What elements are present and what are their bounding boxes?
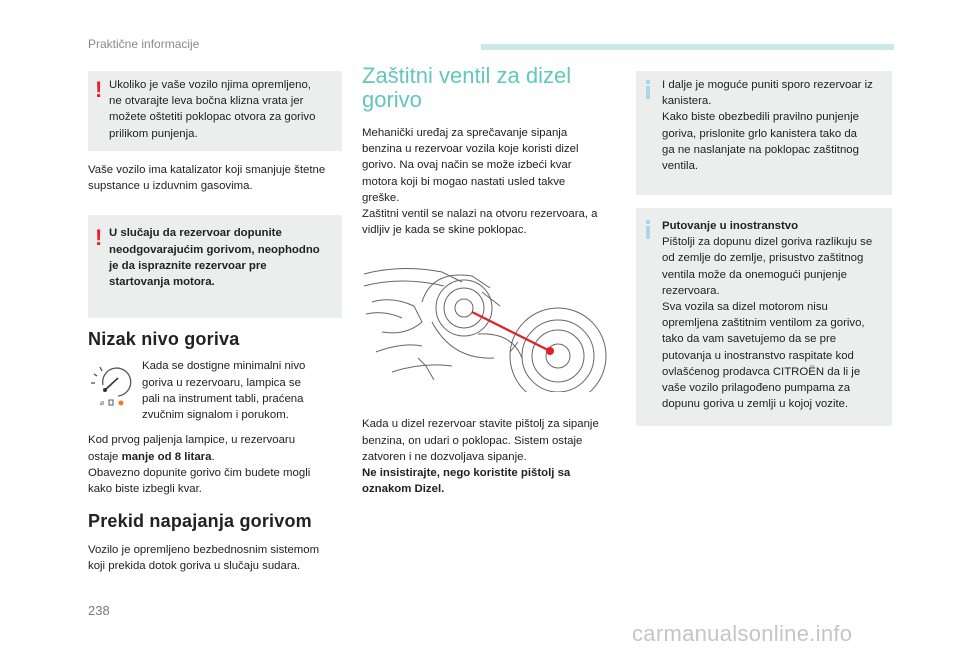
warning-line: U slučaju da rezervoar dopunite: [109, 227, 282, 240]
info-line: I dalje je moguće puniti sporo rezervoar iz: [662, 79, 873, 91]
info-box-canister: [636, 71, 892, 195]
text-fragment: ostaje: [88, 450, 122, 463]
text-line: Zaštitni ventil se nalazi na otvoru rezervoara, a: [362, 208, 598, 221]
text-line: gorivo. Na ovaj način se može izbeći kvar: [362, 159, 572, 172]
warning-box-wrong-fuel: [88, 215, 342, 318]
remaining-fuel-amount: manje od 8 litara: [121, 450, 212, 463]
text-line: Vaše vozilo ima katalizator koji smanjuje štetne: [88, 164, 326, 176]
column-left: [88, 71, 342, 575]
text-line: Obavezno dopunite gorivo čim budete mogli: [88, 466, 311, 479]
text-fragment: .: [211, 450, 215, 463]
text-line: vidljiv je kada se skine poklopac.: [362, 224, 527, 237]
text-line: Kod prvog paljenja lampice, u rezervoaru: [88, 434, 296, 447]
low-fuel-heading: Nizak nivo goriva: [88, 329, 240, 350]
warning-exclamation-icon: !: [95, 225, 103, 251]
info-line: ga ne naslanjate na poklopac zaštitnog: [662, 143, 859, 156]
info-line: rezervoara.: [662, 284, 720, 297]
low-fuel-paragraph: [88, 432, 342, 497]
fuel-gauge-icon: [88, 364, 134, 410]
text-line: benzina, on udari o poklopac. Sistem ostaje: [362, 434, 583, 447]
text-line: Mehanički uređaj za sprečavanje sipanja: [362, 127, 568, 139]
diesel-valve-usage: [362, 416, 618, 497]
info-line: ovlašćenog prodavca CITROËN da li je: [662, 365, 861, 378]
info-line: od zemlje do zemlje, prisustvo zaštitnog: [662, 252, 864, 265]
info-line: Kako biste obezbedili pravilno punjenje: [662, 111, 859, 124]
warning-line: ne otvarajte leva bočna klizna vrata jer: [109, 95, 304, 108]
text-line: benzina u rezervoar vozila koje koristi dizel: [362, 143, 579, 156]
info-title: Putovanje u inostranstvo: [662, 220, 799, 232]
catalyst-paragraph: [88, 162, 342, 194]
watermark: carmanualsonline.info: [632, 621, 853, 646]
warning-line: možete oštetiti poklopac otvora za gorivo: [109, 111, 316, 124]
warning-line: prilikom punjenja.: [109, 127, 198, 140]
info-icon: [645, 80, 651, 99]
low-fuel-indicator-block: [88, 358, 342, 424]
info-line: tako da vam savetujemo da se pre: [662, 333, 837, 346]
warning-line: je da ispraznite rezervoar pre: [109, 259, 267, 272]
info-line: kanistera.: [662, 95, 712, 108]
info-line: opremljena zaštitnim ventilom za gorivo,: [662, 317, 865, 330]
fuel-cutoff-heading: Prekid napajanja gorivom: [88, 511, 312, 532]
info-line: dopunu goriva u zemlji u kojoj vozite.: [662, 398, 849, 411]
text-line: pali na instrument tabli, praćena: [142, 392, 304, 405]
header-section-title: Praktične informacije: [88, 37, 200, 51]
fuel-cutoff-paragraph: [88, 542, 342, 574]
svg-text:⌀: ⌀: [100, 400, 105, 408]
diesel-valve-heading: [362, 64, 618, 112]
text-line: supstance u izduvnim gasovima.: [88, 180, 253, 193]
info-icon: [645, 220, 651, 239]
warning-line: startovanja motora.: [109, 276, 215, 289]
text-line: Vozilo je opremljeno bezbednosnim sistemom: [88, 544, 320, 557]
info-line: Sva vozila sa dizel motorom nisu: [662, 301, 828, 314]
info-line: goriva, prislonite grlo kanistera tako da: [662, 127, 858, 140]
text-line-bold: oznakom Dizel.: [362, 483, 445, 496]
text-line-bold: Ne insistirajte, nego koristite pištolj sa: [362, 467, 571, 480]
text-line: zvučnim signalom i porukom.: [142, 409, 289, 422]
text-line: Kada u dizel rezervoar stavite pištolj za sipanje: [362, 418, 599, 431]
warning-exclamation-icon: !: [95, 77, 103, 102]
info-line: vaše vozilo prilagođeno pumpama za: [662, 382, 851, 395]
diesel-valve-intro: [362, 125, 618, 238]
text-line: motora koji bi mogao nastati usled takve: [362, 175, 566, 188]
heading-line: Zaštitni ventil za dizel: [362, 63, 572, 88]
info-line: ventila.: [662, 160, 699, 173]
text-line: greške.: [362, 191, 400, 204]
text-line: koji prekida dotok goriva u slučaju sudara.: [88, 560, 301, 573]
info-line: putovanja u inostranstvo raspitate kod: [662, 349, 854, 362]
header-accent-bar: [481, 44, 894, 50]
info-line: ventila može da onemogući punjenje: [662, 268, 847, 281]
low-fuel-description: [142, 358, 305, 423]
fuel-filler-illustration: [362, 262, 618, 392]
text-line: kako biste izbegli kvar.: [88, 483, 202, 496]
page-number: 238: [88, 603, 110, 618]
text-line-remaining-fuel: [88, 449, 342, 465]
warning-line: neodgovarajućim gorivom, neophodno: [109, 243, 320, 256]
text-line: goriva u rezervoaru, lampica se: [142, 376, 301, 389]
heading-line: gorivo: [362, 87, 422, 112]
warning-line: Ukoliko je vaše vozilo njima opremljeno,: [109, 79, 311, 91]
info-line: Pištolji za dopunu dizel goriva razlikuju se: [662, 236, 873, 249]
text-line: zatvoren i ne dozvoljava sipanje.: [362, 450, 527, 463]
text-line: Kada se dostigne minimalni nivo: [142, 360, 306, 373]
info-box-travel-abroad: [636, 208, 892, 426]
column-middle: [362, 64, 618, 497]
column-right: [636, 71, 892, 426]
warning-box-sliding-door: [88, 71, 342, 151]
